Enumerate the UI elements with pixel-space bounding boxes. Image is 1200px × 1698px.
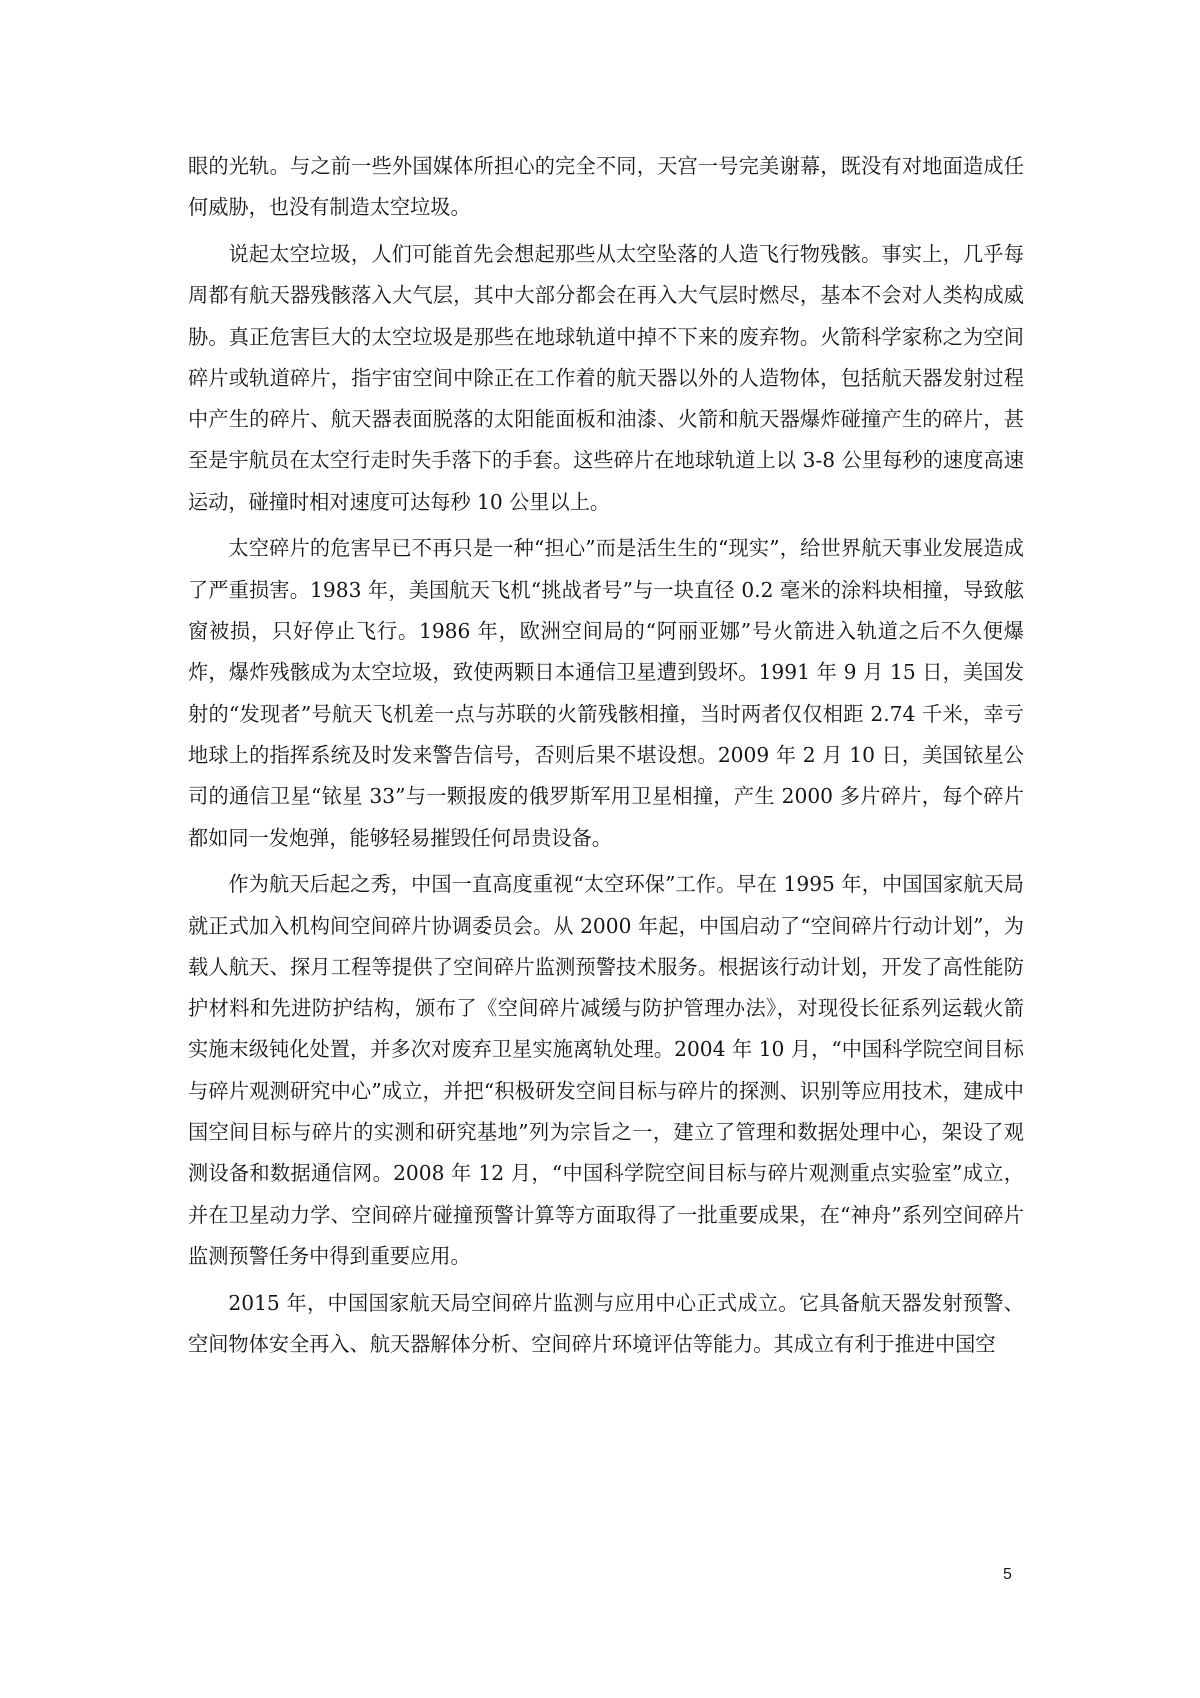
body-text — [188, 146, 1024, 1371]
paragraph-monitoring-center: 2015 年，中国国家航天局空间碎片监测与应用中心正式成立。它具备航天器发射预警、空间物体安全再入、航天器解体分析、空间碎片环境评估等能力。其成立有利于推进中国空 — [188, 1290, 1024, 1356]
page-number: 5 — [1003, 1566, 1012, 1583]
paragraph-china-space-protection: 作为航天后起之秀，中国一直高度重视“太空环保”工作。早在 1995 年，中国国家航天局就正式加入机构间空间碎片协调委员会。从 2000 年起，中国启动了“空间碎片行动计划”，为载人航天、探月工程等提供了空间碎片监测预警技术服务。根据该行动计划，开发了高性能防护材料和先进防护结构，颁布了《空间碎片减缓与防护管理办法》，对现役长征系列运载火箭实施末级钝化处置，并多次对废弃卫星实施离轨处理。2004 年 10 月，“中国科学院空间目标与碎片观测研究中心”成立，并把“积极研发空间目标与碎片的探测、识别等应用技术，建成中国空间目标与碎片的实测和研究基地”列为宗旨之一，建立了管理和数据处理中心，架设了观测设备和数据通信网。2008 年 12 月，“中国科学院空间目标与碎片观测重点实验室”成立，并在卫星动力学、空间碎片碰撞预警计算等方面取得了一批重要成果，在“神舟”系列空间碎片监测预警任务中得到重要应用。 — [188, 872, 1024, 1268]
paragraph-space-debris-definition: 说起太空垃圾，人们可能首先会想起那些从太空坠落的人造飞行物残骸。事实上，几乎每周都有航天器残骸落入大气层，其中大部分都会在再入大气层时燃尽，基本不会对人类构成威胁。真正危害巨大的太空垃圾是那些在地球轨道中掉不下来的废弃物。火箭科学家称之为空间碎片或轨道碎片，指宇宙空间中除正在工作着的航天器以外的人造物体，包括航天器发射过程中产生的碎片、航天器表面脱落的太阳能面板和油漆、火箭和航天器爆炸碰撞产生的碎片，甚至是宇航员在太空行走时失手落下的手套。这些碎片在地球轨道上以 3-8 公里每秒的速度高速运动，碰撞时相对速度可达每秒 10 公里以上。 — [188, 241, 1024, 514]
paragraph-continuation: 眼的光轨。与之前一些外国媒体所担心的完全不同，天宫一号完美谢幕，既没有对地面造成任何威胁，也没有制造太空垃圾。 — [188, 154, 1024, 220]
paragraph-debris-incidents: 太空碎片的危害早已不再只是一种“担心”而是活生生的“现实”，给世界航天事业发展造成了严重损害。1983 年，美国航天飞机“挑战者号”与一块直径 0.2 毫米的涂料块相撞，导致舷窗被损，只好停止飞行。1986 年，欧洲空间局的“阿丽亚娜”号火箭进入轨道之后不久便爆炸，爆炸残骸成为太空垃圾，致使两颗日本通信卫星遭到毁坏。1991 年 9 月 15 日，美国发射的“发现者”号航天飞机差一点与苏联的火箭残骸相撞，当时两者仅仅相距 2.74 千米，幸亏地球上的指挥系统及时发来警告信号，否则后果不堪设想。2009 年 2 月 10 日，美国铱星公司的通信卫星“铱星 33”与一颗报废的俄罗斯军用卫星相撞，产生 2000 多片碎片，每个碎片都如同一发炮弹，能够轻易摧毁任何昂贵设备。 — [188, 536, 1024, 850]
